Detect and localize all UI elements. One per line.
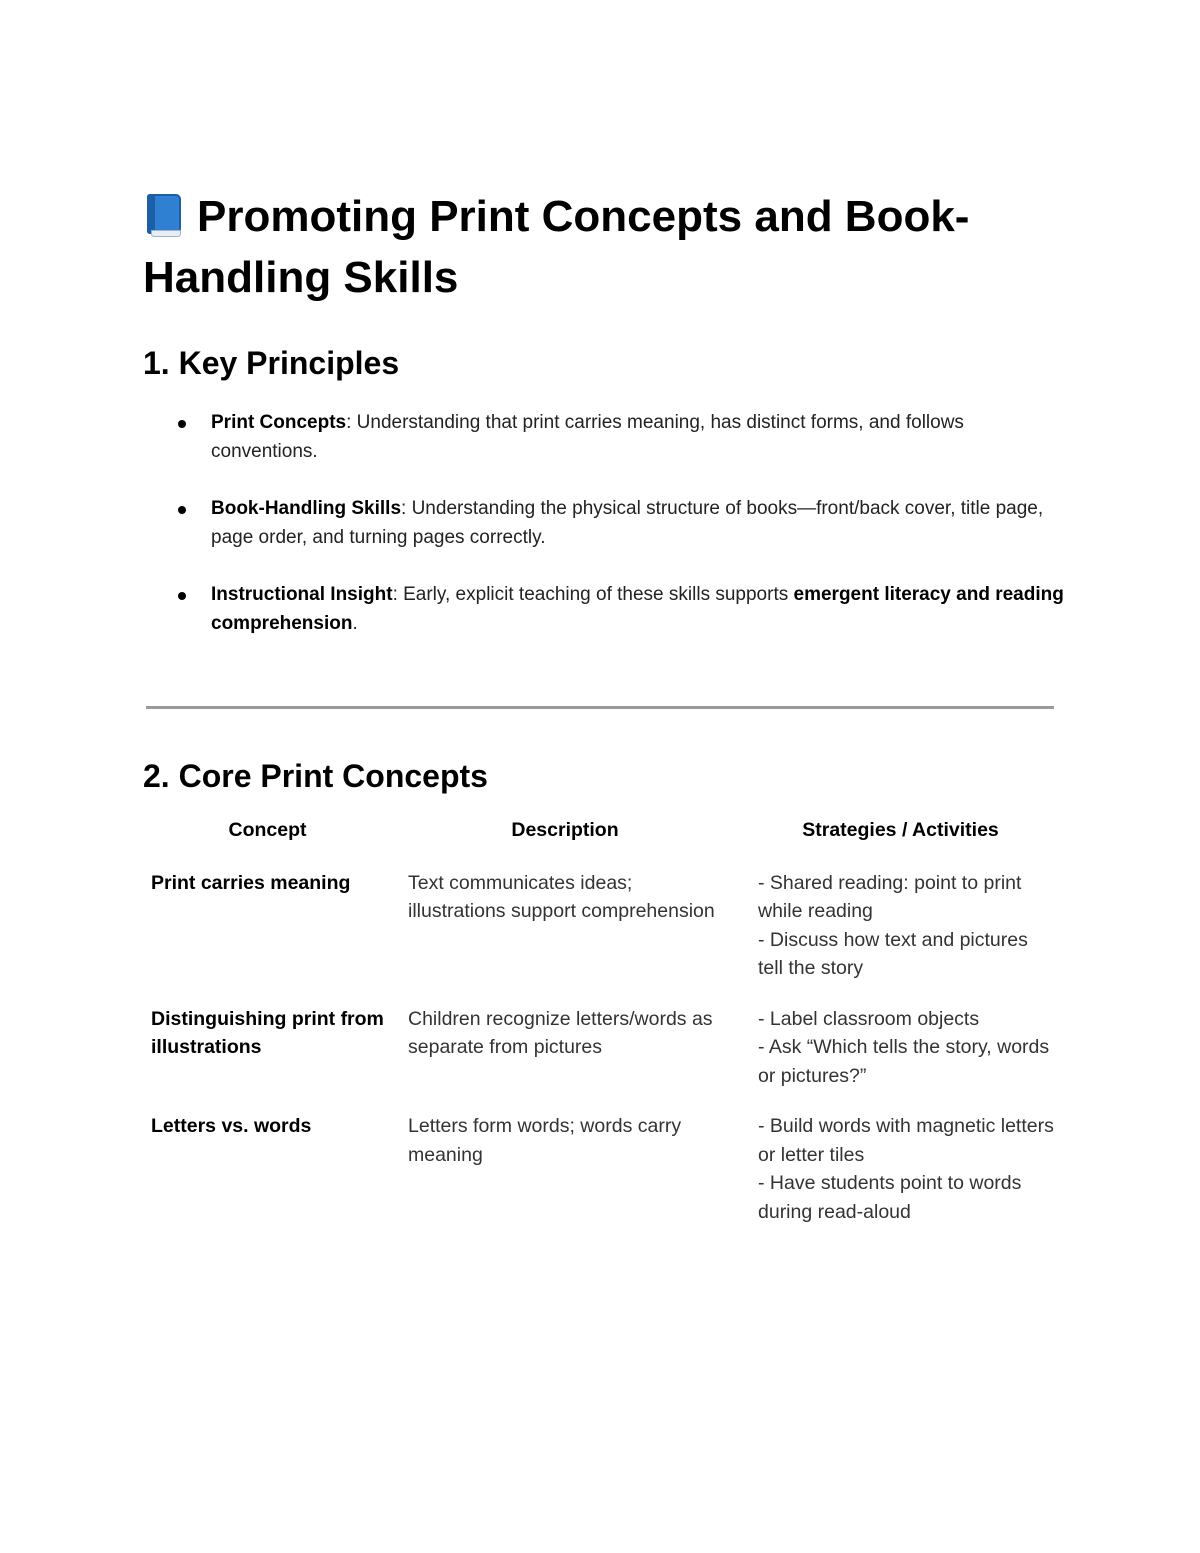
bullet-icon <box>178 506 186 514</box>
section-heading-key-principles: 1. Key Principles <box>143 345 400 381</box>
table-row <box>143 867 1063 1003</box>
column-header-strategies: Strategies / Activities <box>802 819 999 841</box>
column-header-concept: Concept <box>228 819 307 841</box>
key-principles-list <box>178 409 1068 667</box>
description-cell: Children recognize letters/words as separate from pictures <box>408 1007 713 1058</box>
bullet-text: : Understanding the physical structure of books—front/back cover, title page, page order, and turning pages correctly. <box>211 498 1044 548</box>
table-row <box>143 1003 1063 1111</box>
strategy-item: - Have students point to words during read-aloud <box>758 1172 1022 1223</box>
description-cell: Text communicates ideas; illustrations support comprehension <box>408 871 715 922</box>
strategies-cell <box>738 1110 1063 1246</box>
strategies-cell <box>738 1003 1063 1111</box>
concept-cell: Print carries meaning <box>151 871 351 894</box>
bullet-text: : Early, explicit teaching of these skills supports <box>392 584 794 605</box>
list-item <box>178 409 1068 466</box>
bullet-emphasis: emergent literacy and reading comprehension <box>211 584 1064 634</box>
strategy-item: - Ask “Which tells the story, words or pictures?” <box>758 1036 1050 1087</box>
description-cell: Letters form words; words carry meaning <box>408 1115 682 1166</box>
blue-book-icon <box>143 194 183 238</box>
table-header-row <box>143 814 1063 867</box>
strategy-item: - Discuss how text and pictures tell the story <box>758 928 1028 979</box>
bullet-icon <box>178 592 186 600</box>
strategy-item: - Label classroom objects <box>758 1007 980 1030</box>
horizontal-rule <box>146 706 1054 709</box>
concept-cell: Letters vs. words <box>151 1115 312 1137</box>
strategy-item: - Build words with magnetic letters or letter tiles <box>758 1115 1054 1166</box>
table-row <box>143 1110 1063 1246</box>
page-title-text: Promoting Print Concepts and Book-Handling Skills <box>143 192 970 302</box>
page-title <box>143 186 1083 308</box>
bullet-end: . <box>352 612 358 634</box>
strategies-cell <box>738 867 1063 1003</box>
bullet-icon <box>178 420 186 428</box>
core-print-concepts-table <box>143 814 1063 1246</box>
bullet-text: : Understanding that print carries meaning, has distinct forms, and follows conventions. <box>211 412 964 462</box>
strategy-item: - Shared reading: point to print while reading <box>758 871 1022 922</box>
list-item <box>178 581 1068 638</box>
column-header-description: Description <box>511 819 619 841</box>
section-heading-core-print-concepts: 2. Core Print Concepts <box>143 758 488 794</box>
concept-cell: Distinguishing print from illustrations <box>151 1007 384 1058</box>
bullet-label: Instructional Insight <box>211 584 393 605</box>
bullet-label: Book-Handling Skills <box>211 498 402 519</box>
bullet-label: Print Concepts <box>211 412 347 433</box>
list-item <box>178 495 1068 552</box>
